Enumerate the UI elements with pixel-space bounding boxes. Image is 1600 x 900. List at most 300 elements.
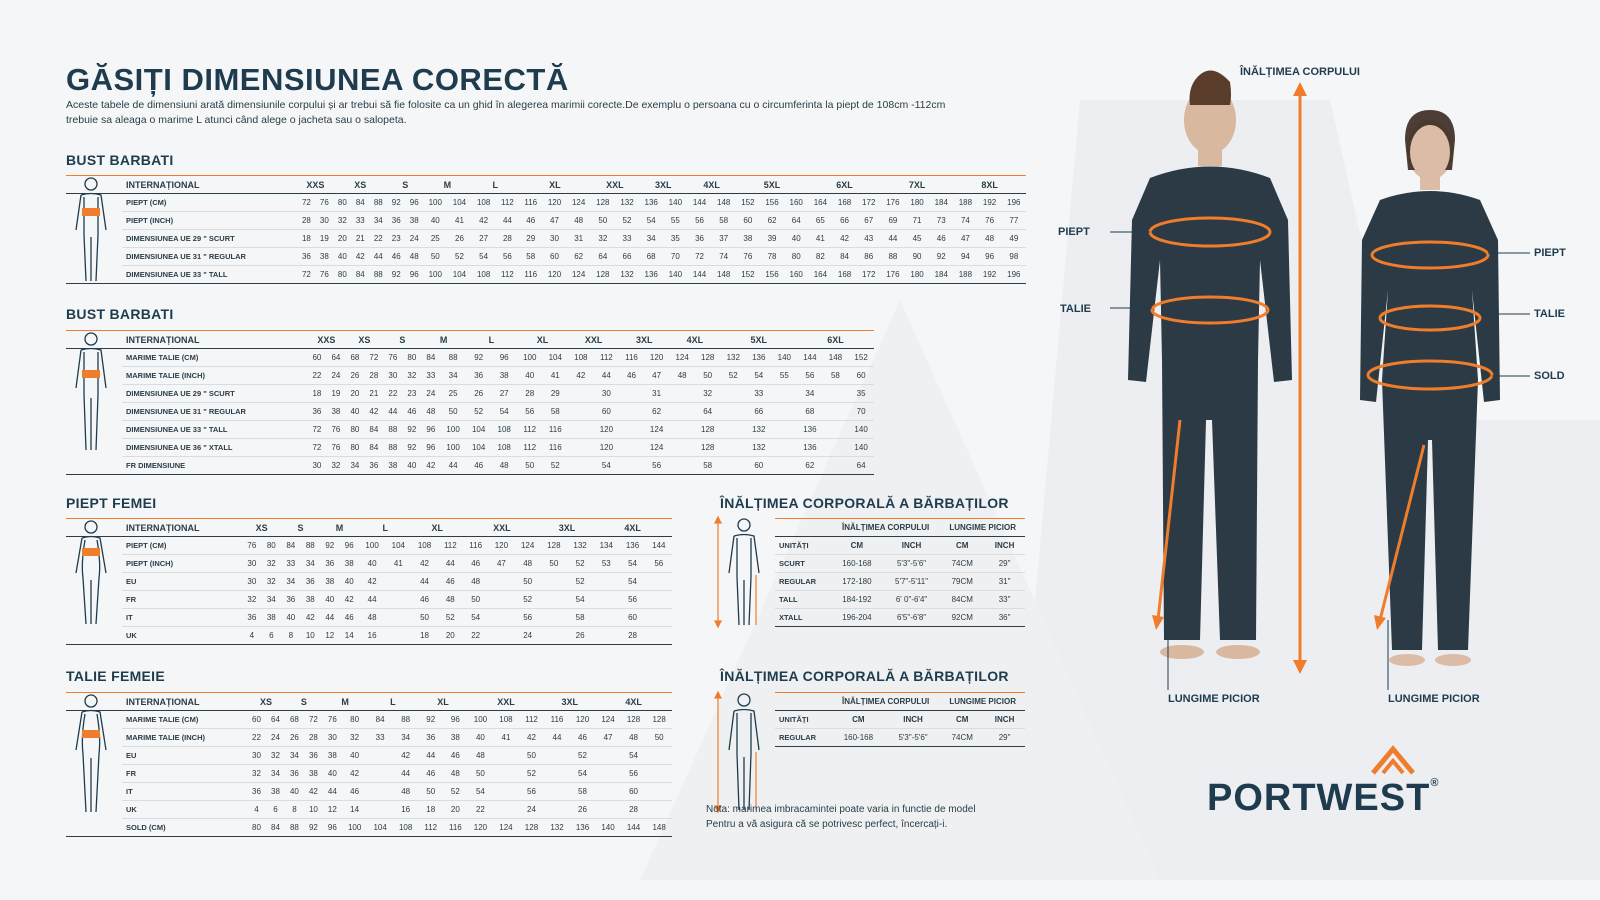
size-header: 6XL <box>808 176 881 194</box>
table-cell: 42 <box>364 403 383 421</box>
table-cell: 50 <box>463 591 488 609</box>
table-cell <box>669 457 695 475</box>
woman-figure-icon <box>66 518 116 628</box>
table-cell: 188 <box>953 194 977 212</box>
table-cell: 78 <box>760 248 784 266</box>
table-cell <box>385 627 411 645</box>
table-cell: 30 <box>383 367 402 385</box>
table-cell: 18 <box>307 385 326 403</box>
row-label: PIEPT (INCH) <box>122 555 242 573</box>
table-cell: 148 <box>712 194 736 212</box>
table-cell: 68 <box>797 403 823 421</box>
table-cell: 64 <box>695 403 721 421</box>
table-cell: 53 <box>593 555 619 573</box>
table-cell: 21 <box>364 385 383 403</box>
size-header: XL <box>517 331 568 349</box>
table-cell: 72 <box>297 266 315 284</box>
table-cell <box>595 765 621 783</box>
table-cell: 25 <box>440 385 466 403</box>
section-title-height-1: ÎNĂLȚIMEA CORPORALĂ A BĂRBAȚILOR <box>720 495 1009 511</box>
table-cell: 48 <box>515 555 541 573</box>
row-label: UNITĂȚI <box>775 711 831 729</box>
table-cell: 42 <box>304 783 323 801</box>
table-row <box>775 573 1025 591</box>
table-row <box>66 403 874 421</box>
table-cell <box>488 627 514 645</box>
table-cell: 26 <box>345 367 364 385</box>
table-cell: 14 <box>342 801 368 819</box>
table-cell: 34 <box>301 555 320 573</box>
table-cell: 84 <box>266 819 285 837</box>
table-cell: 134 <box>593 537 619 555</box>
height-figure-icon <box>712 515 772 630</box>
table-cell: 44 <box>438 555 463 573</box>
note-line-1: Nota: marimea imbracamintei poate varia in functie de model <box>706 804 976 815</box>
table-cell: 76 <box>242 537 261 555</box>
note-text <box>706 802 1046 832</box>
table-cell: 92 <box>402 439 421 457</box>
table-cell: 38 <box>405 212 423 230</box>
table-cell: 140 <box>848 439 874 457</box>
table-cell: 86 <box>857 248 881 266</box>
size-header: 5XL <box>720 331 797 349</box>
table-cell: 88 <box>440 349 466 367</box>
table-cell <box>488 573 514 591</box>
table-cell: 74CM <box>940 555 984 573</box>
height-table-1 <box>775 518 1025 627</box>
table-cell: 32 <box>333 212 351 230</box>
row-label: EU <box>122 573 242 591</box>
table-cell: 56 <box>621 765 647 783</box>
table-cell: 100 <box>342 819 368 837</box>
row-label: DIMENSIUNEA UE 36 " XTALL <box>122 439 307 457</box>
table-cell: 98 <box>1002 248 1026 266</box>
table-cell: 19 <box>326 385 345 403</box>
table-cell: 100 <box>359 537 385 555</box>
table-cell: 96 <box>340 537 359 555</box>
table-cell: 56 <box>619 591 645 609</box>
table-cell: 50 <box>646 729 672 747</box>
table-cell: 128 <box>541 537 567 555</box>
table-cell: 24 <box>421 385 440 403</box>
table-cell: 120 <box>488 537 514 555</box>
table-cell: 30 <box>542 230 566 248</box>
table-cell: 84 <box>364 421 383 439</box>
row-label: PIEPT (CM) <box>122 194 297 212</box>
table-cell: 76 <box>315 194 333 212</box>
table-cell: 36 <box>242 609 261 627</box>
table-cell: 41 <box>447 212 471 230</box>
table-cell: 60 <box>621 783 647 801</box>
table-cell: 19 <box>315 230 333 248</box>
table-cell: 5'3"-5'6" <box>883 555 941 573</box>
table-cell: 16 <box>393 801 419 819</box>
table-cell <box>669 403 695 421</box>
size-header: M <box>323 693 367 711</box>
table-cell: 42 <box>342 765 368 783</box>
table-cell: 76 <box>315 266 333 284</box>
table-cell: 132 <box>615 266 639 284</box>
table-cell: 16 <box>359 627 385 645</box>
table-cell: 42 <box>421 457 440 475</box>
row-label: MARIME TALIE (CM) <box>122 349 307 367</box>
table-cell: 108 <box>491 439 517 457</box>
table-cell: 196 <box>1002 266 1026 284</box>
page-title: GĂSIȚI DIMENSIUNEA CORECTĂ <box>66 62 569 97</box>
table-cell: 88 <box>369 194 387 212</box>
table-cell: 28 <box>297 212 315 230</box>
table-cell <box>772 403 798 421</box>
table-cell: 31 <box>567 230 591 248</box>
table-cell <box>669 421 695 439</box>
table-cell: 80 <box>402 349 421 367</box>
table-cell: 52 <box>567 555 593 573</box>
table-cell <box>646 627 672 645</box>
table-cell: 164 <box>808 194 832 212</box>
table-cell: 68 <box>639 248 663 266</box>
unit-cell: CM <box>940 537 984 555</box>
table-cell: 60 <box>542 248 566 266</box>
table-cell: 88 <box>285 819 304 837</box>
size-header: 3XL <box>639 176 687 194</box>
table-cell: 152 <box>736 266 760 284</box>
table-cell: 180 <box>905 194 929 212</box>
table-cell: 29 <box>543 385 569 403</box>
table-cell: 20 <box>443 801 468 819</box>
table-cell: 120 <box>594 439 620 457</box>
table-cell: 80 <box>342 711 368 729</box>
table-cell: 120 <box>468 819 494 837</box>
units-row <box>775 537 1025 555</box>
table-cell: 28 <box>621 801 647 819</box>
table-cell <box>720 403 746 421</box>
table-cell: 136 <box>797 421 823 439</box>
table-cell: 46 <box>519 212 542 230</box>
table-cell: 176 <box>881 194 905 212</box>
section-title-height-2: ÎNĂLȚIMEA CORPORALĂ A BĂRBAȚILOR <box>720 668 1009 684</box>
table-cell: 50 <box>423 248 447 266</box>
size-table-men-bust-2 <box>66 330 874 475</box>
table-cell <box>646 591 672 609</box>
table-cell: 124 <box>515 537 541 555</box>
table-cell: 50 <box>468 765 494 783</box>
table-row <box>66 194 1026 212</box>
size-header: 4XL <box>669 331 720 349</box>
label-chest-male: PIEPT <box>1058 226 1090 238</box>
table-cell: 48 <box>405 248 423 266</box>
table-cell: 124 <box>644 439 670 457</box>
table-cell <box>593 591 619 609</box>
header-label: INTERNAȚIONAL <box>122 519 242 537</box>
table-cell: 136 <box>570 819 596 837</box>
table-cell: 12 <box>323 801 342 819</box>
table-cell: 40 <box>333 248 351 266</box>
note-line-2: Pentru a vă asigura că se potrivesc perfect, încercați-i. <box>706 819 948 830</box>
table-cell <box>823 457 849 475</box>
logo-registered: ® <box>1430 777 1440 789</box>
table-cell: 104 <box>447 266 471 284</box>
row-label: SOLD (CM) <box>122 819 247 837</box>
size-header: L <box>367 693 418 711</box>
table-cell: 43 <box>857 230 881 248</box>
row-label: FR DIMENSIUNE <box>122 457 307 475</box>
table-cell: 52 <box>567 573 593 591</box>
table-cell: 52 <box>615 212 639 230</box>
table-cell: 29" <box>984 729 1025 747</box>
table-cell: 128 <box>591 266 615 284</box>
table-cell: 35 <box>663 230 687 248</box>
table-cell: 36 <box>285 765 304 783</box>
table-cell: 120 <box>542 266 566 284</box>
table-cell: 37 <box>712 230 736 248</box>
header-label: INTERNAȚIONAL <box>122 331 307 349</box>
table-cell: 104 <box>543 349 569 367</box>
table-cell: 46 <box>929 230 953 248</box>
table-cell: 36 <box>687 230 711 248</box>
size-header: S <box>281 519 320 537</box>
table-cell: 41 <box>808 230 832 248</box>
table-cell: 96 <box>405 266 423 284</box>
logo-text: PORTWEST <box>1207 777 1431 819</box>
table-cell: 80 <box>784 248 808 266</box>
table-cell: 54 <box>491 403 517 421</box>
table-cell: 52 <box>519 765 545 783</box>
table-cell: 104 <box>466 439 492 457</box>
table-cell: 172-180 <box>831 573 883 591</box>
table-cell: 70 <box>663 248 687 266</box>
table-cell <box>593 573 619 591</box>
table-cell <box>823 421 849 439</box>
table-cell: 24 <box>515 627 541 645</box>
table-cell: 54 <box>472 248 496 266</box>
header-label: INTERNAȚIONAL <box>122 693 247 711</box>
table-cell: 136 <box>639 266 663 284</box>
table-cell: 32 <box>402 367 421 385</box>
table-cell: 140 <box>663 266 687 284</box>
size-header: 4XL <box>687 176 735 194</box>
table-cell: 40 <box>402 457 421 475</box>
table-cell: 22 <box>369 230 387 248</box>
table-cell: 30 <box>594 385 620 403</box>
table-cell: 72 <box>307 439 326 457</box>
table-cell: 66 <box>746 403 772 421</box>
table-row <box>66 248 1026 266</box>
row-label: DIMENSIUNEA UE 33 " TALL <box>122 266 297 284</box>
table-cell: 33 <box>421 367 440 385</box>
table-cell: 192 <box>978 194 1002 212</box>
table-cell: 172 <box>857 194 881 212</box>
table-cell <box>619 457 644 475</box>
table-cell: 88 <box>881 248 905 266</box>
table-cell: 4 <box>247 801 266 819</box>
table-cell: 92 <box>387 266 405 284</box>
table-cell: 46 <box>619 367 644 385</box>
table-cell <box>772 439 798 457</box>
table-cell: 50 <box>411 609 437 627</box>
table-cell: 32 <box>695 385 721 403</box>
table-cell: 38 <box>315 248 333 266</box>
table-cell: 92 <box>466 349 492 367</box>
row-label: EU <box>122 747 247 765</box>
table-cell: 116 <box>543 439 569 457</box>
table-cell: 64 <box>784 212 808 230</box>
unit-cell: INCH <box>984 711 1025 729</box>
table-cell: 56 <box>519 783 545 801</box>
table-cell: 42 <box>359 573 385 591</box>
table-cell: 8 <box>281 627 300 645</box>
table-cell <box>385 573 411 591</box>
table-cell: 46 <box>340 609 359 627</box>
table-cell <box>593 627 619 645</box>
size-header: L <box>472 176 520 194</box>
size-header: S <box>383 331 421 349</box>
row-label: DIMENSIUNEA UE 31 " REGULAR <box>122 403 307 421</box>
table-cell: 26 <box>285 729 304 747</box>
table-row <box>775 591 1025 609</box>
row-label: MARIME TALIE (CM) <box>122 711 247 729</box>
intro-text: Aceste tabele de dimensiuni arată dimensiunile corpului și ar trebui să fie folosite ca un ghid în alegerea marimii corecte.De exemplu o persoana cu o circumferinta la piept de 108cm -112cm trebuie sa aleaga o marime L atunci când alege o jacheta sau o salopeta. <box>66 99 946 126</box>
table-cell <box>493 765 519 783</box>
table-cell <box>541 609 567 627</box>
table-cell: 46 <box>402 403 421 421</box>
table-cell: 44 <box>411 573 437 591</box>
table-cell: 56 <box>797 367 823 385</box>
table-cell: 184 <box>929 194 953 212</box>
label-hip-female: SOLD <box>1534 370 1565 382</box>
table-cell: 160 <box>784 266 808 284</box>
label-waist-male: TALIE <box>1060 303 1091 315</box>
table-cell: 152 <box>848 349 874 367</box>
table-cell: 90 <box>905 248 929 266</box>
table-cell: 60 <box>619 609 645 627</box>
table-cell: 38 <box>736 230 760 248</box>
table-cell: 74 <box>953 212 977 230</box>
table-cell: 58 <box>712 212 736 230</box>
table-cell: 36" <box>984 609 1025 627</box>
size-header: L <box>359 519 411 537</box>
table-cell: 46 <box>443 747 468 765</box>
table-cell: 38 <box>340 555 359 573</box>
table-cell: 76 <box>978 212 1002 230</box>
table-cell: 54 <box>567 591 593 609</box>
table-cell: 44 <box>383 403 402 421</box>
table-cell: 40 <box>281 609 300 627</box>
table-cell: 64 <box>326 349 345 367</box>
table-cell: 48 <box>393 783 419 801</box>
table-cell: 58 <box>695 457 721 475</box>
table-cell: 76 <box>736 248 760 266</box>
table-cell: 23 <box>402 385 421 403</box>
table-cell: 10 <box>304 801 323 819</box>
row-label: UK <box>122 801 247 819</box>
table-cell: 79CM <box>940 573 984 591</box>
table-cell: 124 <box>644 421 670 439</box>
table-cell: 82 <box>808 248 832 266</box>
table-cell: 42 <box>472 212 496 230</box>
row-label: DIMENSIUNEA UE 33 " TALL <box>122 421 307 439</box>
table-cell: 160 <box>784 194 808 212</box>
table-cell: 72 <box>364 349 383 367</box>
table-cell: 22 <box>247 729 266 747</box>
table-cell: 120 <box>570 711 596 729</box>
label-height: ÎNĂLȚIMEA CORPULUI <box>1240 66 1360 78</box>
table-cell <box>772 385 798 403</box>
table-cell: 88 <box>369 266 387 284</box>
size-header: XXS <box>307 331 345 349</box>
table-cell <box>595 801 621 819</box>
table-cell: 58 <box>570 783 596 801</box>
table-row <box>66 783 672 801</box>
table-cell: 31" <box>984 573 1025 591</box>
table-cell: 192 <box>978 266 1002 284</box>
table-cell <box>544 801 570 819</box>
table-cell: 88 <box>383 421 402 439</box>
table-cell: 30 <box>307 457 326 475</box>
table-cell: 40 <box>320 591 339 609</box>
table-cell: 14 <box>340 627 359 645</box>
table-cell <box>541 627 567 645</box>
table-cell: 24 <box>405 230 423 248</box>
table-cell: 35 <box>848 385 874 403</box>
size-header: S <box>285 693 323 711</box>
section-title-men-bust-2: BUST BARBATI <box>66 306 174 322</box>
table-cell: 21 <box>351 230 369 248</box>
size-header: 3XL <box>544 693 595 711</box>
table-cell: 92 <box>387 194 405 212</box>
label-waist-female: TALIE <box>1534 308 1565 320</box>
table-cell: 31 <box>644 385 670 403</box>
table-cell: 76 <box>326 439 345 457</box>
table-cell: 124 <box>493 819 519 837</box>
table-cell: 20 <box>333 230 351 248</box>
height-figure-icon-2 <box>712 690 772 815</box>
table-cell: 8 <box>285 801 304 819</box>
table-cell: 80 <box>247 819 266 837</box>
table-cell: 48 <box>468 747 494 765</box>
table-cell: 116 <box>544 711 570 729</box>
table-cell: 48 <box>621 729 647 747</box>
table-cell: 48 <box>443 765 468 783</box>
table-cell: 56 <box>687 212 711 230</box>
unit-cell: INCH <box>883 537 941 555</box>
table-cell: 100 <box>423 194 447 212</box>
table-cell: 136 <box>797 439 823 457</box>
row-label: FR <box>122 591 242 609</box>
table-cell: 44 <box>544 729 570 747</box>
table-cell: 80 <box>333 194 351 212</box>
table-cell: 88 <box>393 711 419 729</box>
table-cell: 36 <box>247 783 266 801</box>
label-leg-male: LUNGIME PICIOR <box>1168 693 1260 705</box>
row-label: REGULAR <box>775 729 831 747</box>
model-illustration <box>1060 60 1600 700</box>
table-cell: 47 <box>488 555 514 573</box>
table-row <box>66 457 874 475</box>
table-cell <box>544 765 570 783</box>
table-cell: 72 <box>304 711 323 729</box>
table-header-row <box>66 693 672 711</box>
table-cell <box>493 801 519 819</box>
table-cell: 112 <box>517 421 543 439</box>
table-row <box>66 627 672 645</box>
table-cell: 100 <box>440 439 466 457</box>
table-cell: 48 <box>491 457 517 475</box>
table-cell: 140 <box>772 349 798 367</box>
table-cell: 5'3"-5'6" <box>886 729 941 747</box>
table-cell: 42 <box>519 729 545 747</box>
table-cell: 6' 0"-6'4" <box>883 591 941 609</box>
table-cell: 42 <box>832 230 856 248</box>
